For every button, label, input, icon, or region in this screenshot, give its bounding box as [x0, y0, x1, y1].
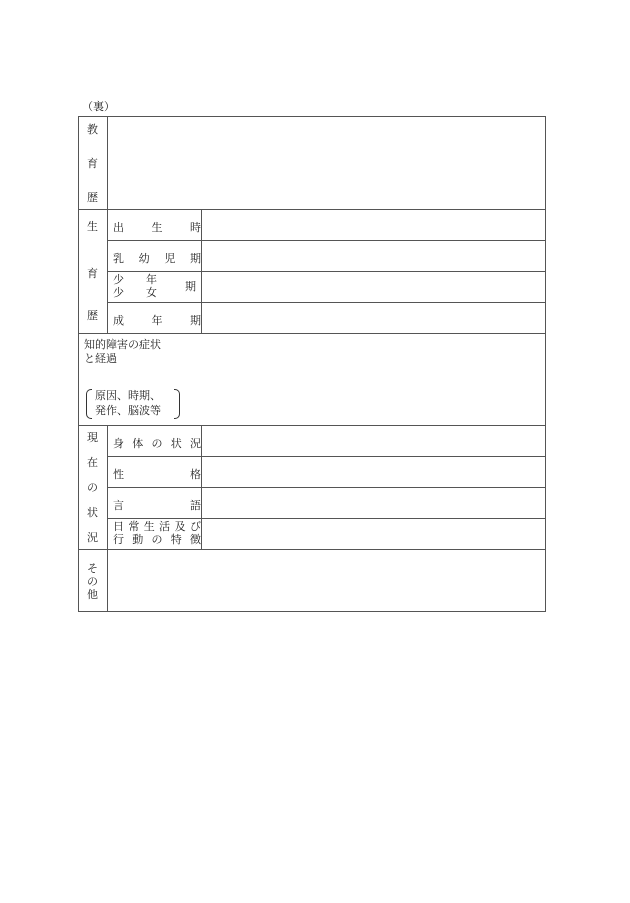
- row-label-daily-life-line2: [113, 533, 201, 546]
- row-label-youth-l1-char-2: 年: [146, 273, 157, 286]
- upbringing-label-2: 育: [87, 267, 98, 280]
- disability-note: [86, 388, 180, 420]
- row-label-daily-l2-char-2: 動: [132, 533, 144, 546]
- other-label-char-3: 他: [87, 588, 98, 601]
- row-label-infancy-char-1: 乳: [113, 252, 124, 265]
- current-label-3: の: [87, 481, 98, 494]
- row-label-physical-char-1: 身: [113, 437, 124, 450]
- page-side-label: （裏）: [82, 100, 115, 113]
- row-label-adulthood-char-3: 期: [190, 314, 201, 327]
- disability-value[interactable]: [188, 334, 544, 424]
- row-label-youth-line2: [113, 286, 157, 299]
- row-label-birth-char-3: 時: [190, 221, 201, 234]
- row-label-youth-l1-char-1: 少: [113, 273, 124, 286]
- row-label-daily-l1-char-1: 日: [113, 520, 124, 533]
- form-bottom-border: [78, 611, 546, 612]
- row-label-birth-char-2: 生: [151, 221, 163, 234]
- row-label-infancy-char-2: 幼: [138, 252, 150, 265]
- disability-note-line-2: 発作、脳波等: [95, 404, 161, 417]
- youth-value[interactable]: [202, 272, 546, 302]
- infancy-value[interactable]: [202, 241, 546, 271]
- row-label-language-char-1: 言: [113, 499, 124, 512]
- disability-note-line-1: 原因、時期、: [95, 389, 161, 402]
- row-label-adulthood-char-1: 成: [113, 314, 124, 327]
- row-label-personality: [113, 466, 201, 482]
- disability-title-line-2: と経過: [84, 352, 117, 365]
- education-label-1: 教: [87, 123, 98, 136]
- row-label-daily-l1-char-4: 活: [159, 520, 171, 533]
- personality-value[interactable]: [202, 457, 546, 487]
- row-label-physical-char-4: 状: [170, 437, 182, 450]
- row-label-youth-l2-char-2: 女: [146, 286, 157, 299]
- row-label-daily-l1-char-3: 生: [143, 520, 155, 533]
- physical-value[interactable]: [202, 426, 546, 456]
- current-label-4: 状: [87, 506, 98, 519]
- row-label-daily-life-line1: [113, 520, 201, 533]
- upbringing-label-3: 歴: [87, 309, 98, 322]
- row-label-daily-l1-char-6: び: [189, 520, 201, 533]
- right-bracket: [174, 389, 180, 419]
- row-label-youth-line1: [113, 273, 157, 286]
- row-label-daily-l2-char-5: 徴: [190, 533, 201, 546]
- left-bracket: [86, 389, 92, 419]
- disability-note-text: [95, 388, 161, 418]
- current-label-1: 現: [87, 431, 98, 444]
- row-label-physical-char-3: の: [151, 437, 163, 450]
- row-label-physical-char-5: 況: [190, 437, 201, 450]
- row-label-adulthood-char-2: 年: [151, 314, 163, 327]
- other-label-char-2: の: [87, 575, 98, 588]
- row-label-youth-l2-char-1: 少: [113, 286, 124, 299]
- row-label-youth: [113, 273, 175, 299]
- row-label-personality-char-2: 格: [190, 468, 201, 481]
- education-value[interactable]: [108, 117, 546, 209]
- row-label-daily-l1-char-2: 常: [128, 520, 140, 533]
- language-value[interactable]: [202, 488, 546, 518]
- adulthood-value[interactable]: [202, 303, 546, 333]
- education-label-2: 育: [87, 157, 98, 170]
- row-label-language-char-2: 語: [190, 499, 201, 512]
- row-label-infancy-char-3: 児: [164, 252, 176, 265]
- disability-title: [84, 338, 161, 366]
- row-label-physical: [113, 435, 201, 451]
- disability-title-line-1: 知的障害の症状: [84, 338, 161, 351]
- other-label: [78, 562, 107, 601]
- other-value[interactable]: [108, 550, 545, 611]
- row-label-infancy: [113, 250, 201, 266]
- row-label-birth-char-1: 出: [113, 221, 124, 234]
- birth-value[interactable]: [202, 210, 546, 240]
- row-label-physical-char-2: 体: [132, 437, 144, 450]
- row-label-personality-char-1: 性: [113, 468, 124, 481]
- row-label-youth-suffix: 期: [185, 280, 196, 293]
- daily-life-value[interactable]: [202, 519, 546, 549]
- row-label-daily-life: [113, 520, 201, 546]
- row-label-daily-l2-char-1: 行: [113, 533, 124, 546]
- current-label-5: 況: [87, 531, 98, 544]
- row-label-daily-l2-char-4: 特: [170, 533, 182, 546]
- upbringing-label-1: 生: [87, 220, 98, 233]
- row-label-infancy-char-4: 期: [189, 252, 201, 265]
- current-label-2: 在: [87, 456, 98, 469]
- other-label-char-1: そ: [87, 562, 98, 575]
- profile-form-back: [78, 116, 546, 612]
- education-label-3: 歴: [87, 191, 98, 204]
- row-label-adulthood: [113, 312, 201, 328]
- row-label-language: [113, 497, 201, 513]
- row-label-birth: [113, 219, 201, 235]
- row-label-daily-l2-char-3: の: [151, 533, 163, 546]
- row-label-daily-l1-char-5: 及: [174, 520, 186, 533]
